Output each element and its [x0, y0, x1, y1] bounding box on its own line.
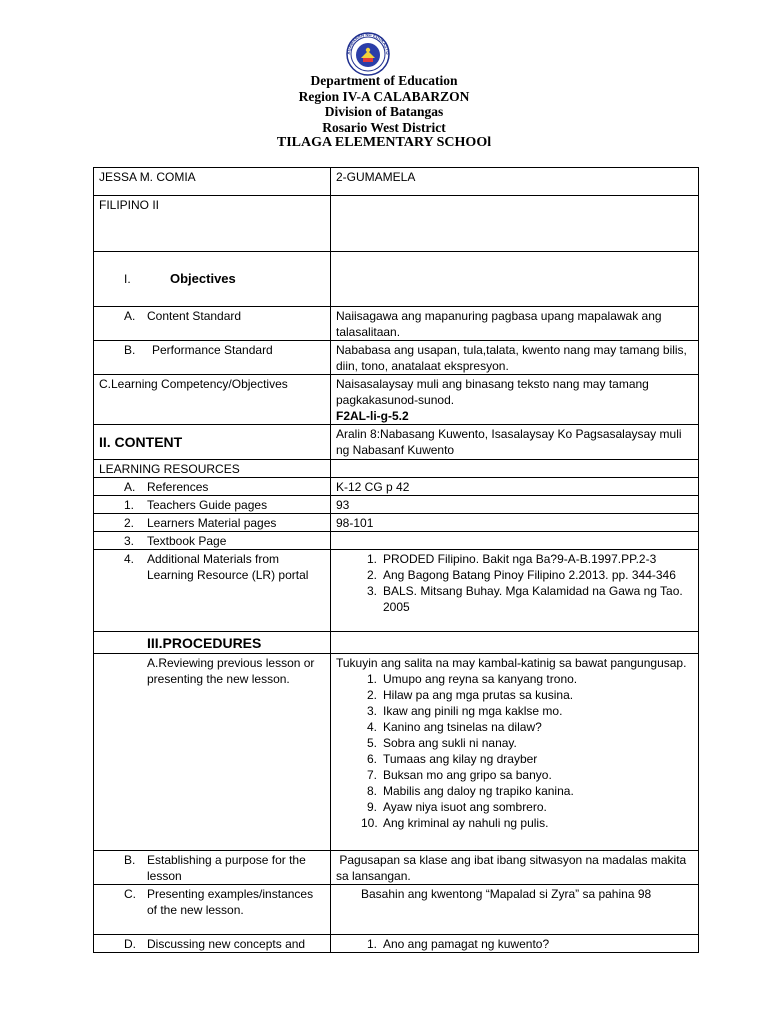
document-header: [0, 73, 768, 151]
list-item: [361, 751, 693, 767]
textbook-label: Textbook Page: [147, 534, 227, 548]
list-number: 1.: [366, 937, 377, 951]
presenting-label-cell: [94, 885, 331, 935]
textbook-label-cell: [94, 532, 331, 550]
table-row: [94, 496, 699, 514]
list-item: [361, 719, 693, 735]
presenting-label: Presenting examples/instances of the new lesson.: [147, 887, 314, 917]
procedures-heading: III.PROCEDURES: [147, 634, 262, 651]
lesson-plan-table: [93, 167, 699, 953]
table-row: [94, 550, 699, 632]
table-row: [94, 851, 699, 885]
empty-cell: [331, 460, 699, 478]
item-letter: C.: [124, 887, 136, 901]
references-label: References: [147, 480, 209, 494]
table-row: [94, 375, 699, 425]
discussing-list-cell: [331, 935, 699, 953]
list-text: Ang Bagong Batang Pinoy Filipino 2.2013. pp. 344-346: [383, 568, 676, 582]
list-number: 2.: [366, 568, 377, 582]
competency-code: F2AL-li-g-5.2: [336, 409, 409, 423]
list-item: [361, 687, 693, 703]
discussing-label-cell: [94, 935, 331, 953]
presenting-value: Basahin ang kwentong “Mapalad si Zyra” sa pahina 98: [361, 887, 652, 901]
department-name: Department of Education: [310, 73, 458, 88]
list-text: Umupo ang reyna sa kanyang trono.: [383, 672, 578, 686]
table-row: [94, 307, 699, 341]
table-row: [94, 514, 699, 532]
subject-name: FILIPINO II: [94, 196, 331, 252]
list-item: [361, 815, 693, 831]
item-letter: A.: [124, 309, 136, 323]
additional-materials-label-cell: [94, 550, 331, 632]
list-item: [361, 936, 693, 952]
list-number: 6.: [366, 752, 377, 766]
list-number: 9.: [366, 800, 377, 814]
content-value: Aralin 8:Nabasang Kuwento, Isasalaysay Ko Pagsasalaysay muli ng Nabasanf Kuwento: [331, 425, 699, 460]
list-item: [361, 783, 693, 799]
reviewing-label-cell: [94, 654, 331, 851]
item-letter: A.: [124, 480, 136, 494]
tg-pages-value: 93: [331, 496, 699, 514]
additional-materials-list-cell: [331, 550, 699, 632]
lm-pages-value: 98-101: [331, 514, 699, 532]
content-standard-label: Content Standard: [147, 309, 242, 323]
purpose-value: Pagusapan sa klase ang ibat ibang sitwasyon na madalas makita sa lansangan.: [331, 851, 699, 885]
table-row: [94, 460, 699, 478]
table-row: [94, 196, 699, 252]
item-letter: D.: [124, 937, 136, 951]
list-text: Ikaw ang pinili ng mga kaklse mo.: [383, 704, 563, 718]
list-text: Hilaw pa ang mga prutas sa kusina.: [383, 688, 574, 702]
item-letter: B.: [124, 343, 136, 357]
references-label-cell: [94, 478, 331, 496]
table-row: [94, 252, 699, 307]
deped-seal-logo: [330, 32, 406, 76]
discussing-label: Discussing new concepts and: [147, 937, 306, 951]
list-text: BALS. Mitsang Buhay. Mga Kalamidad na Gawa ng Tao. 2005: [383, 584, 683, 614]
reviewing-content-cell: [331, 654, 699, 851]
objectives-heading: Objectives: [170, 270, 236, 286]
list-item: [361, 567, 693, 583]
lm-pages-label: Learners Material pages: [147, 516, 277, 530]
list-item: [361, 703, 693, 719]
list-text: Sobra ang sukli ni nanay.: [383, 736, 517, 750]
division-name: Division of Batangas: [324, 104, 444, 119]
list-text: Mabilis ang daloy ng trapiko kanina.: [383, 784, 574, 798]
list-item: [361, 735, 693, 751]
list-text: PRODED Filipino. Bakit nga Ba?9-A-B.1997.PP.2-3: [383, 552, 657, 566]
performance-standard-label-cell: [94, 341, 331, 375]
list-item: [361, 799, 693, 815]
table-row: [94, 654, 699, 851]
teacher-name: JESSA M. COMIA: [94, 168, 331, 196]
region-name: Region IV-A CALABARZON: [298, 88, 470, 104]
procedures-heading-cell: [94, 632, 331, 654]
list-text: Kanino ang tsinelas na dilaw?: [383, 720, 542, 734]
competency-value-cell: [331, 375, 699, 425]
lm-pages-label-cell: [94, 514, 331, 532]
competency-value: Naisasalaysay muli ang binasang teksto nang may tamang pagkakasunod-sunod.: [336, 377, 649, 407]
table-row: [94, 478, 699, 496]
list-number: 2.: [366, 688, 377, 702]
list-text: Ano ang pamagat ng kuwento?: [383, 937, 550, 951]
table-row: [94, 885, 699, 935]
district-name: Rosario West District: [322, 119, 446, 135]
item-number: 1.: [124, 498, 135, 512]
list-text: Ayaw niya isuot ang sombrero.: [383, 800, 547, 814]
tg-pages-label: Teachers Guide pages: [147, 498, 268, 512]
item-number: 3.: [124, 534, 135, 548]
list-item: [361, 671, 693, 687]
list-number: 3.: [366, 584, 377, 598]
class-section: 2-GUMAMELA: [331, 168, 699, 196]
list-item: [361, 583, 693, 615]
list-text: Ang kriminal ay nahuli ng pulis.: [383, 816, 549, 830]
table-row: [94, 935, 699, 953]
reviewing-intro: Tukuyin ang salita na may kambal-katinig sa bawat pangungusap.: [336, 656, 687, 670]
item-number: 4.: [124, 552, 135, 566]
list-number: 1.: [366, 552, 377, 566]
purpose-label: Establishing a purpose for the lesson: [147, 853, 306, 883]
list-number: 10.: [361, 816, 378, 830]
textbook-value: [331, 532, 699, 550]
objectives-number: I.: [124, 271, 131, 286]
performance-standard-value: Nababasa ang usapan, tula,talata, kwento nang may tamang bilis, diin, tono, anatalaat ekspresyon.: [331, 341, 699, 375]
table-row: [94, 341, 699, 375]
content-standard-label-cell: [94, 307, 331, 341]
purpose-label-cell: [94, 851, 331, 885]
references-value: K-12 CG p 42: [331, 478, 699, 496]
list-number: 8.: [366, 784, 377, 798]
list-item: [361, 551, 693, 567]
content-standard-value: Naiisagawa ang mapanuring pagbasa upang mapalawak ang talasalitaan.: [331, 307, 699, 341]
list-number: 3.: [366, 704, 377, 718]
list-text: Tumaas ang kilay ng drayber: [383, 752, 538, 766]
list-number: 1.: [366, 672, 377, 686]
table-row: [94, 168, 699, 196]
list-number: 7.: [366, 768, 377, 782]
content-heading: II. CONTENT: [99, 434, 183, 450]
performance-standard-label: Performance Standard: [152, 343, 273, 357]
table-row: [94, 532, 699, 550]
empty-cell: [331, 196, 699, 252]
list-text: Buksan mo ang gripo sa banyo.: [383, 768, 552, 782]
content-heading-cell: [94, 425, 331, 460]
school-name: TILAGA ELEMENTARY SCHOOl: [276, 135, 492, 150]
list-item: [361, 767, 693, 783]
presenting-value-cell: [331, 885, 699, 935]
list-number: 4.: [366, 720, 377, 734]
reviewing-label: A.Reviewing previous lesson or presenting the new lesson.: [147, 656, 315, 686]
seal-lettering: AGAWARAN NG EDUKASYO: [345, 32, 391, 55]
additional-materials-label: Additional Materials from Learning Resource (LR) portal: [147, 552, 309, 582]
tg-pages-label-cell: [94, 496, 331, 514]
list-number: 5.: [366, 736, 377, 750]
table-row: [94, 632, 699, 654]
objectives-heading-cell: [94, 252, 331, 307]
learning-resources-heading: LEARNING RESOURCES: [94, 460, 331, 478]
empty-cell: [331, 252, 699, 307]
empty-cell: [331, 632, 699, 654]
competency-label: C.Learning Competency/Objectives: [94, 375, 331, 425]
item-letter: B.: [124, 853, 136, 867]
item-number: 2.: [124, 516, 135, 530]
table-row: [94, 425, 699, 460]
